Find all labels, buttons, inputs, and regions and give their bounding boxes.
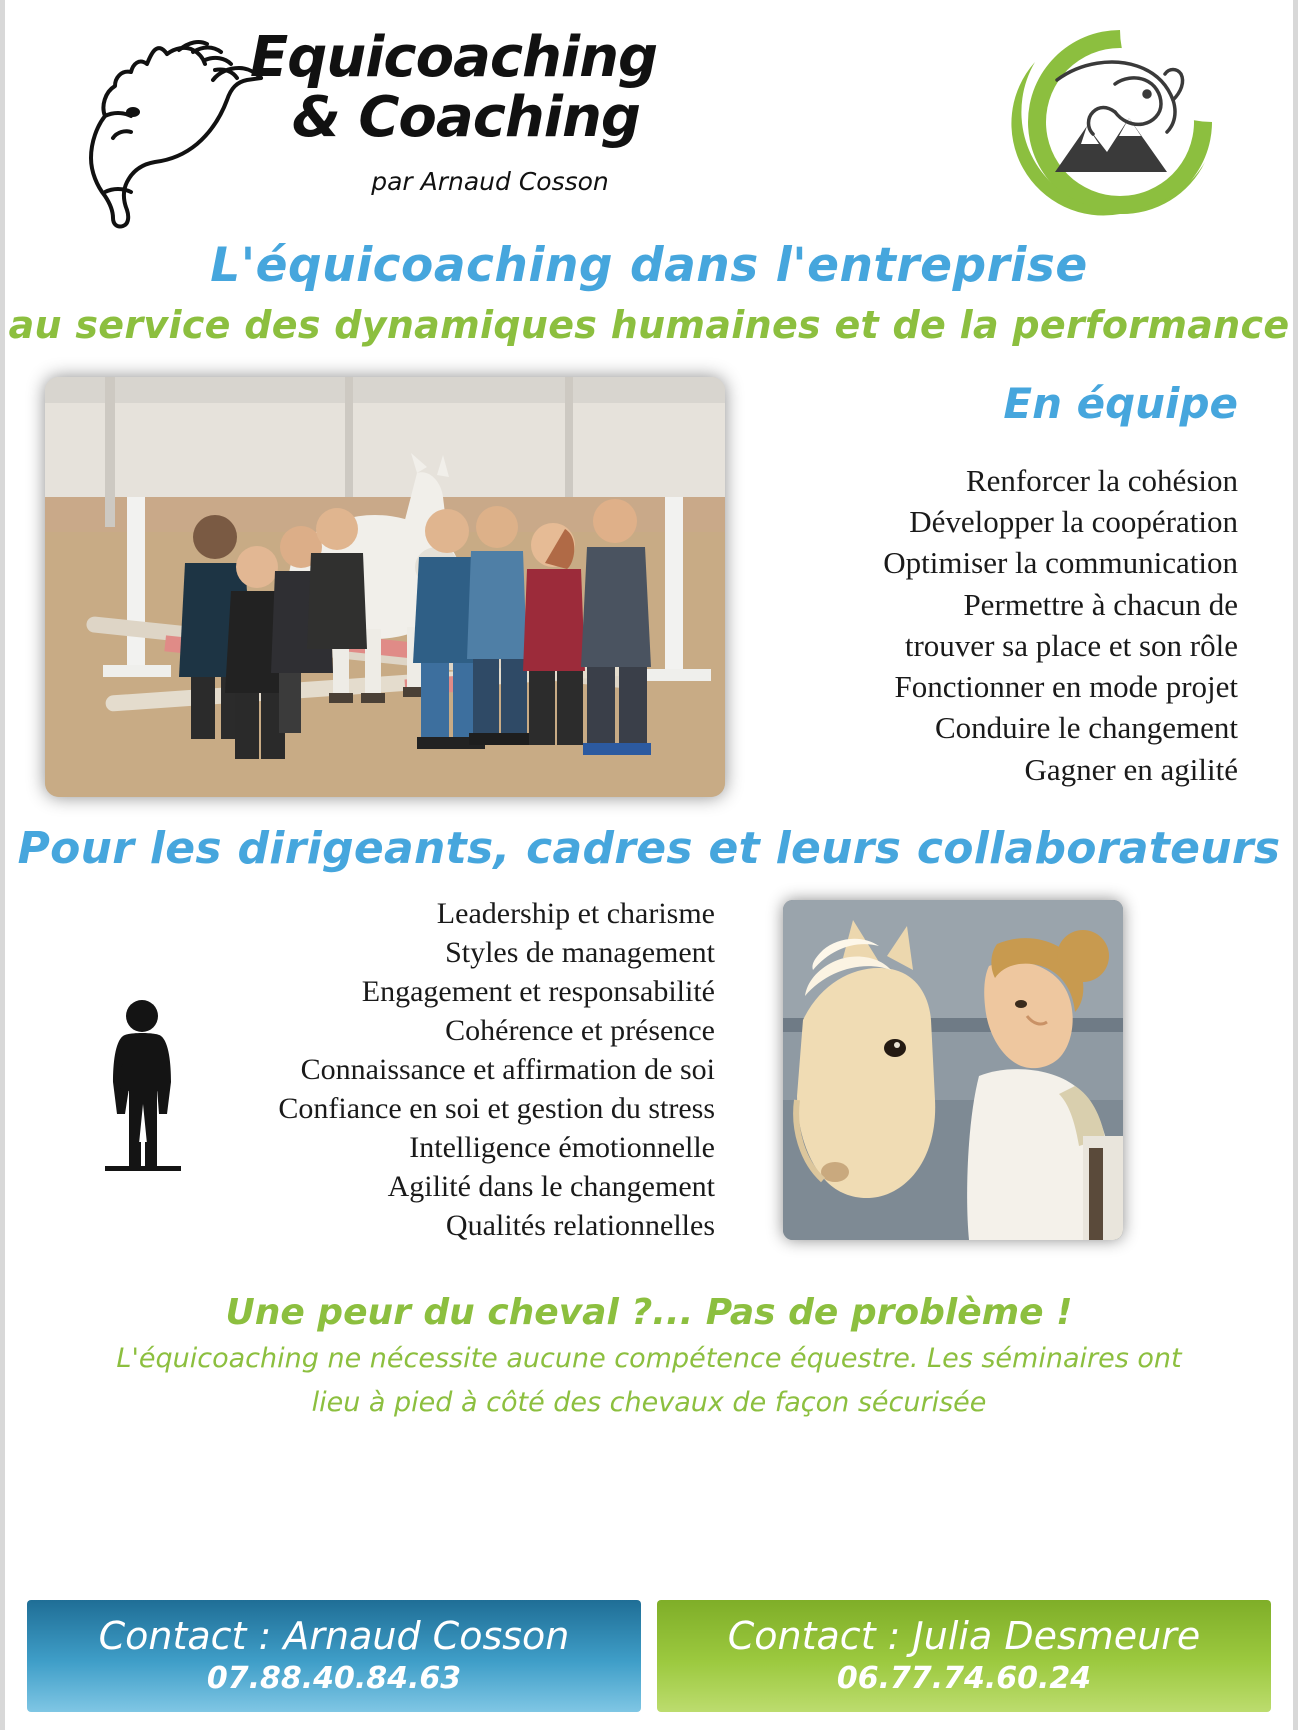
list-item: Agilité dans le changement <box>387 1170 715 1203</box>
list-item: Conduire le changement <box>934 710 1238 746</box>
page-title: L'équicoaching dans l'entreprise <box>210 238 1088 293</box>
horse-mountain-circle-logo <box>995 22 1245 222</box>
list-item: Qualités relationnelles <box>445 1209 715 1242</box>
brand-wordmark <box>250 25 658 196</box>
list-item: trouver sa place et son rôle <box>904 627 1238 663</box>
reassurance-line-2: lieu à pied à côté des chevaux de façon sécurisée <box>311 1387 987 1419</box>
list-item: Développer la coopération <box>909 504 1238 540</box>
list-item: Optimiser la communication <box>883 545 1238 581</box>
list-item: Confiance en soi et gestion du stress <box>278 1092 715 1125</box>
leaders-section <box>5 886 1293 1286</box>
page-subtitle: au service des dynamiques humaines et de la performance <box>8 303 1290 347</box>
list-item: Leadership et charisme <box>436 897 715 930</box>
brand-line-1: Equicoaching <box>250 25 658 90</box>
header <box>5 0 1293 250</box>
contact-name: Contact : Julia Desmeure <box>727 1613 1201 1658</box>
team-text-block <box>768 379 1238 790</box>
contact-name: Contact : Arnaud Cosson <box>98 1613 570 1658</box>
list-item: Connaissance et affirmation de soi <box>300 1053 715 1086</box>
list-item: Engagement et responsabilité <box>361 975 715 1008</box>
contact-phone[interactable]: 06.77.74.60.24 <box>836 1661 1092 1697</box>
list-item: Renforcer la cohésion <box>966 463 1238 498</box>
team-benefit-list <box>768 460 1238 790</box>
contact-card-julia[interactable] <box>657 1600 1271 1712</box>
team-photo <box>45 377 725 797</box>
brand-author: par Arnaud Cosson <box>371 166 609 196</box>
leaders-topic-list <box>155 894 715 1245</box>
brand-line-2: & Coaching <box>292 85 640 151</box>
horse-portrait-photo <box>783 900 1123 1240</box>
list-item: Cohérence et présence <box>445 1014 715 1047</box>
contact-phone[interactable]: 07.88.40.84.63 <box>206 1661 462 1697</box>
team-heading: En équipe <box>1003 379 1238 428</box>
list-item: Fonctionner en mode projet <box>894 669 1238 705</box>
list-item: Styles de management <box>445 936 715 969</box>
list-item: Gagner en agilité <box>1024 751 1238 787</box>
leaders-text-block <box>155 894 715 1245</box>
reassurance-line-1: L'équicoaching ne nécessite aucune compétence équestre. Les séminaires ont <box>116 1343 1182 1374</box>
contact-bar <box>27 1600 1271 1712</box>
contact-card-arnaud[interactable] <box>27 1600 641 1712</box>
list-item: Intelligence émotionnelle <box>409 1131 715 1164</box>
list-item: Permettre à chacun de <box>963 586 1238 622</box>
reassurance-title: Une peur du cheval ?... Pas de problème ! <box>225 1292 1073 1333</box>
leaders-heading: Pour les dirigeants, cadres et leurs collaborateurs <box>17 823 1281 874</box>
reassurance-block <box>5 1292 1293 1422</box>
team-section <box>5 369 1293 809</box>
